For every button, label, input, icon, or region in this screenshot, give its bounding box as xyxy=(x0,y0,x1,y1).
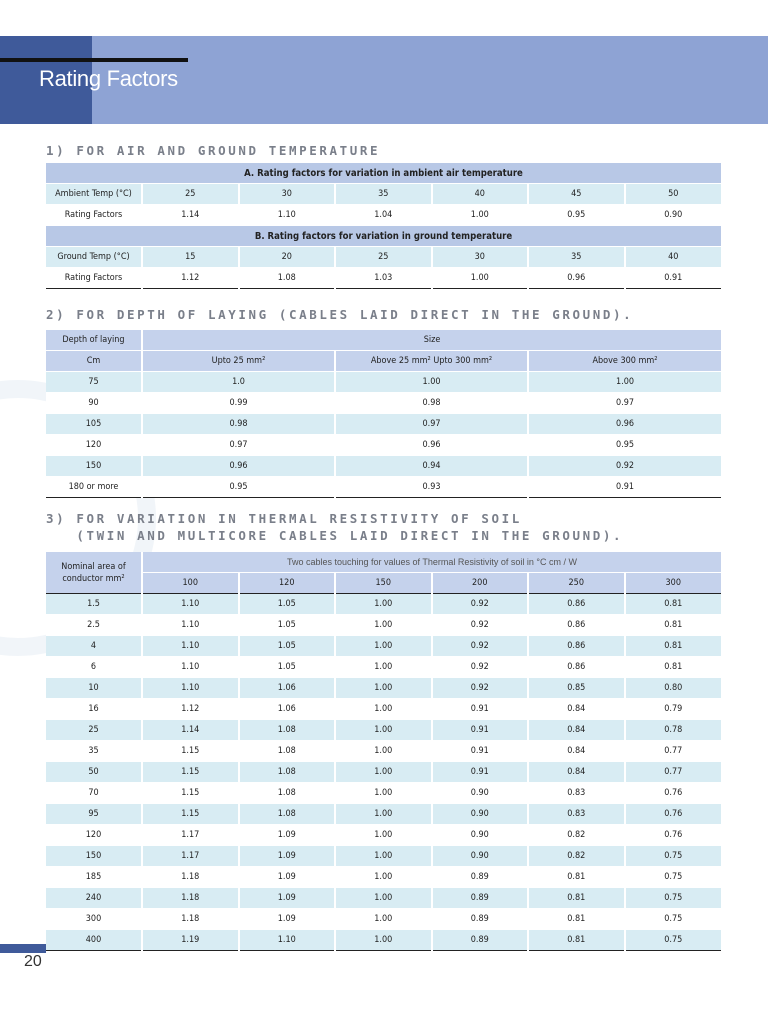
table-cell: 1.00 xyxy=(335,762,432,783)
table-cell: 0.98 xyxy=(142,414,335,435)
table-cell: 0.91 xyxy=(432,762,529,783)
table-cell: 40 xyxy=(625,247,722,268)
table-cell: 1.08 xyxy=(239,804,336,825)
table-row xyxy=(46,268,721,289)
table-cell: 1.00 xyxy=(335,846,432,867)
table-cell: 0.76 xyxy=(625,804,722,825)
table-row xyxy=(46,888,721,909)
table-cell: 25 xyxy=(142,184,239,205)
row-label: 240 xyxy=(46,888,142,909)
table-cell: 0.76 xyxy=(625,825,722,846)
column-header: Above 25 mm² Upto 300 mm² xyxy=(335,351,528,372)
table-cell: 0.75 xyxy=(625,867,722,888)
column-header: Upto 25 mm² xyxy=(142,351,335,372)
table-cell: 0.92 xyxy=(528,456,721,477)
table-cell: 0.99 xyxy=(142,393,335,414)
column-header: Depth of laying xyxy=(46,330,142,351)
table-cell: 1.10 xyxy=(239,930,336,951)
table-cell: 0.83 xyxy=(528,783,625,804)
table-cell: 1.00 xyxy=(335,867,432,888)
table-cell: 0.89 xyxy=(432,930,529,951)
table-cell: 1.19 xyxy=(142,930,239,951)
column-header: 250 xyxy=(528,573,625,594)
table-row xyxy=(46,657,721,678)
table-cell: 1.12 xyxy=(142,268,239,289)
table-cell: 1.10 xyxy=(142,615,239,636)
table-row xyxy=(46,741,721,762)
table-row xyxy=(46,699,721,720)
table-cell: 1.12 xyxy=(142,699,239,720)
table-cell: 1.18 xyxy=(142,867,239,888)
table-row xyxy=(46,615,721,636)
row-label: 10 xyxy=(46,678,142,699)
table-cell: 0.81 xyxy=(625,615,722,636)
table-row xyxy=(46,762,721,783)
table-cell: 1.08 xyxy=(239,741,336,762)
table-cell: 0.93 xyxy=(335,477,528,498)
table-cell: 1.00 xyxy=(335,615,432,636)
table-cell: 0.96 xyxy=(528,268,625,289)
table-cell: 0.82 xyxy=(528,846,625,867)
table-cell: 1.05 xyxy=(239,636,336,657)
table-cell: 0.82 xyxy=(528,825,625,846)
table-cell: 0.81 xyxy=(625,594,722,615)
table-cell: 0.95 xyxy=(142,477,335,498)
row-label: Rating Factors xyxy=(46,268,142,289)
table-cell: 1.00 xyxy=(335,930,432,951)
row-label: Ambient Temp (°C) xyxy=(46,184,142,205)
row-label: 120 xyxy=(46,825,142,846)
table-cell: 0.95 xyxy=(528,435,721,456)
table-cell: 1.18 xyxy=(142,909,239,930)
table-cell: 1.10 xyxy=(142,594,239,615)
table-row xyxy=(46,393,721,414)
table-cell: 0.90 xyxy=(432,783,529,804)
table-cell: 1.00 xyxy=(335,657,432,678)
row-label: 185 xyxy=(46,867,142,888)
table-row xyxy=(46,867,721,888)
soil-resistivity-table xyxy=(46,552,721,951)
table-title-row xyxy=(46,226,721,247)
table-row xyxy=(46,909,721,930)
table-cell: 0.83 xyxy=(528,804,625,825)
table-cell: 0.84 xyxy=(528,699,625,720)
table-cell: 1.17 xyxy=(142,825,239,846)
column-header: 120 xyxy=(239,573,336,594)
row-label: 16 xyxy=(46,699,142,720)
row-label: 2.5 xyxy=(46,615,142,636)
table-row xyxy=(46,783,721,804)
column-header: 150 xyxy=(335,573,432,594)
table-row xyxy=(46,678,721,699)
table-cell: 0.79 xyxy=(625,699,722,720)
depth-of-laying-table xyxy=(46,330,721,498)
table-cell: 0.90 xyxy=(432,825,529,846)
table-row xyxy=(46,804,721,825)
row-label: 25 xyxy=(46,720,142,741)
table-cell: 0.92 xyxy=(432,636,529,657)
column-header: Above 300 mm² xyxy=(528,351,721,372)
column-header: 100 xyxy=(142,573,239,594)
table-cell: 1.15 xyxy=(142,804,239,825)
table-cell: 45 xyxy=(528,184,625,205)
soil-table-body xyxy=(46,594,721,951)
table-cell: 0.98 xyxy=(335,393,528,414)
table-cell: 0.77 xyxy=(625,741,722,762)
table-cell: 0.80 xyxy=(625,678,722,699)
table-cell: 0.91 xyxy=(432,741,529,762)
table-cell: 0.94 xyxy=(335,456,528,477)
table-row xyxy=(46,846,721,867)
table-cell: 1.06 xyxy=(239,699,336,720)
table-cell: 0.75 xyxy=(625,846,722,867)
row-label: 300 xyxy=(46,909,142,930)
table-header-row xyxy=(46,330,721,351)
row-label: Rating Factors xyxy=(46,205,142,226)
table-cell: 0.92 xyxy=(432,615,529,636)
table-cell: 0.97 xyxy=(335,414,528,435)
column-header: Cm xyxy=(46,351,142,372)
table-cell: 1.00 xyxy=(432,268,529,289)
table-cell: 1.08 xyxy=(239,720,336,741)
table-row xyxy=(46,247,721,268)
column-header: 200 xyxy=(432,573,529,594)
table-cell: 1.08 xyxy=(239,783,336,804)
table-cell: 0.76 xyxy=(625,783,722,804)
section-heading-temperature: 1) FOR AIR AND GROUND TEMPERATURE xyxy=(46,143,381,158)
table-cell: 0.86 xyxy=(528,657,625,678)
section-heading-depth: 2) FOR DEPTH OF LAYING (CABLES LAID DIRECT IN THE GROUND). xyxy=(46,307,634,322)
table-cell: 1.06 xyxy=(239,678,336,699)
table-cell: 1.00 xyxy=(335,783,432,804)
table-cell: 0.84 xyxy=(528,762,625,783)
table-cell: 0.97 xyxy=(528,393,721,414)
table-cell: 0.96 xyxy=(142,456,335,477)
table-cell: 1.00 xyxy=(335,636,432,657)
table-cell: 0.92 xyxy=(432,657,529,678)
table-cell: 1.03 xyxy=(335,268,432,289)
column-header: Size xyxy=(142,330,721,351)
column-header: 300 xyxy=(625,573,722,594)
table-header-row xyxy=(46,573,721,594)
table-cell: 40 xyxy=(432,184,529,205)
row-label: 180 or more xyxy=(46,477,142,498)
table-cell: 0.81 xyxy=(528,909,625,930)
table-cell: 1.14 xyxy=(142,720,239,741)
table-cell: 1.00 xyxy=(335,825,432,846)
table-cell: 0.75 xyxy=(625,888,722,909)
row-label: 70 xyxy=(46,783,142,804)
table-cell: 0.86 xyxy=(528,594,625,615)
table-cell: 0.92 xyxy=(432,678,529,699)
table-cell: 50 xyxy=(625,184,722,205)
table-cell: 0.91 xyxy=(432,720,529,741)
table-cell: 1.17 xyxy=(142,846,239,867)
page-number-tab xyxy=(0,944,46,953)
table-cell: 1.05 xyxy=(239,594,336,615)
table-cell: 1.00 xyxy=(528,372,721,393)
table-cell: 0.78 xyxy=(625,720,722,741)
table-cell: 0.81 xyxy=(528,888,625,909)
table-cell: 0.85 xyxy=(528,678,625,699)
table-row xyxy=(46,477,721,498)
row-label: 50 xyxy=(46,762,142,783)
table-cell: 1.18 xyxy=(142,888,239,909)
table-cell: 0.90 xyxy=(625,205,722,226)
column-header: Two cables touching for values of Thermal Resistivity of soil in °C cm / W xyxy=(142,552,721,573)
table-cell: 1.09 xyxy=(239,909,336,930)
table-cell: 1.00 xyxy=(335,699,432,720)
row-label: 6 xyxy=(46,657,142,678)
table-cell: 0.77 xyxy=(625,762,722,783)
depth-table-body xyxy=(46,372,721,498)
row-label: 75 xyxy=(46,372,142,393)
air-table-title: A. Rating factors for variation in ambient air temperature xyxy=(46,163,721,184)
table-cell: 0.95 xyxy=(528,205,625,226)
table-row xyxy=(46,720,721,741)
table-cell: 1.14 xyxy=(142,205,239,226)
table-cell: 0.84 xyxy=(528,741,625,762)
table-cell: 15 xyxy=(142,247,239,268)
table-cell: 0.89 xyxy=(432,909,529,930)
table-cell: 1.05 xyxy=(239,615,336,636)
table-cell: 0.91 xyxy=(432,699,529,720)
table-row xyxy=(46,184,721,205)
table-cell: 1.00 xyxy=(335,594,432,615)
table-cell: 1.00 xyxy=(432,205,529,226)
table-cell: 0.84 xyxy=(528,720,625,741)
table-cell: 1.10 xyxy=(239,205,336,226)
row-label: 150 xyxy=(46,456,142,477)
table-cell: 0.91 xyxy=(528,477,721,498)
table-row xyxy=(46,930,721,951)
page-title: Rating Factors xyxy=(39,66,178,91)
table-cell: 1.05 xyxy=(239,657,336,678)
table-cell: 0.89 xyxy=(432,867,529,888)
table-cell: 1.10 xyxy=(142,636,239,657)
row-label: 35 xyxy=(46,741,142,762)
table-cell: 1.0 xyxy=(142,372,335,393)
row-label: 95 xyxy=(46,804,142,825)
table-cell: 0.81 xyxy=(625,657,722,678)
table-row xyxy=(46,435,721,456)
row-label: 1.5 xyxy=(46,594,142,615)
ground-table-title: B. Rating factors for variation in ground temperature xyxy=(46,226,721,247)
row-label: Ground Temp (°C) xyxy=(46,247,142,268)
air-temperature-table xyxy=(46,163,721,289)
row-label: 120 xyxy=(46,435,142,456)
table-cell: 1.15 xyxy=(142,741,239,762)
table-cell: 35 xyxy=(335,184,432,205)
table-cell: 1.15 xyxy=(142,762,239,783)
table-cell: 1.08 xyxy=(239,268,336,289)
table-row xyxy=(46,594,721,615)
table-cell: 0.90 xyxy=(432,846,529,867)
table-cell: 0.96 xyxy=(528,414,721,435)
table-row xyxy=(46,372,721,393)
section-heading-soil-sub: (TWIN AND MULTICORE CABLES LAID DIRECT IN THE GROUND). xyxy=(46,528,624,543)
table-cell: 1.15 xyxy=(142,783,239,804)
table-cell: 1.10 xyxy=(142,678,239,699)
table-cell: 1.00 xyxy=(335,741,432,762)
table-header-row xyxy=(46,351,721,372)
table-cell: 25 xyxy=(335,247,432,268)
table-cell: 1.00 xyxy=(335,720,432,741)
table-cell: 1.08 xyxy=(239,762,336,783)
section-heading-soil: 3) FOR VARIATION IN THERMAL RESISTIVITY OF SOIL xyxy=(46,511,522,526)
table-cell: 30 xyxy=(239,184,336,205)
row-label: 105 xyxy=(46,414,142,435)
header-rule xyxy=(0,58,188,62)
table-cell: 0.96 xyxy=(335,435,528,456)
table-cell: 0.97 xyxy=(142,435,335,456)
table-cell: 0.75 xyxy=(625,930,722,951)
table-title-row xyxy=(46,163,721,184)
table-cell: 1.09 xyxy=(239,867,336,888)
table-cell: 1.00 xyxy=(335,372,528,393)
table-cell: 1.00 xyxy=(335,678,432,699)
table-cell: 0.86 xyxy=(528,636,625,657)
table-cell: 0.92 xyxy=(432,594,529,615)
table-cell: 30 xyxy=(432,247,529,268)
table-cell: 1.09 xyxy=(239,825,336,846)
table-cell: 1.00 xyxy=(335,909,432,930)
table-cell: 20 xyxy=(239,247,336,268)
table-cell: 1.04 xyxy=(335,205,432,226)
table-header-row xyxy=(46,552,721,573)
column-header: Nominal area of conductor mm² xyxy=(46,552,142,594)
table-cell: 1.09 xyxy=(239,846,336,867)
row-label: 150 xyxy=(46,846,142,867)
table-row xyxy=(46,205,721,226)
table-cell: 0.81 xyxy=(625,636,722,657)
table-cell: 0.86 xyxy=(528,615,625,636)
row-label: 400 xyxy=(46,930,142,951)
table-cell: 0.75 xyxy=(625,909,722,930)
row-label: 4 xyxy=(46,636,142,657)
table-row xyxy=(46,456,721,477)
table-cell: 1.09 xyxy=(239,888,336,909)
table-cell: 35 xyxy=(528,247,625,268)
table-cell: 0.91 xyxy=(625,268,722,289)
table-row xyxy=(46,636,721,657)
table-cell: 0.81 xyxy=(528,867,625,888)
table-cell: 1.00 xyxy=(335,888,432,909)
table-row xyxy=(46,825,721,846)
table-cell: 0.81 xyxy=(528,930,625,951)
table-cell: 0.90 xyxy=(432,804,529,825)
table-cell: 1.00 xyxy=(335,804,432,825)
row-label: 90 xyxy=(46,393,142,414)
page-number: 20 xyxy=(24,953,42,970)
table-cell: 1.10 xyxy=(142,657,239,678)
table-cell: 0.89 xyxy=(432,888,529,909)
table-row xyxy=(46,414,721,435)
